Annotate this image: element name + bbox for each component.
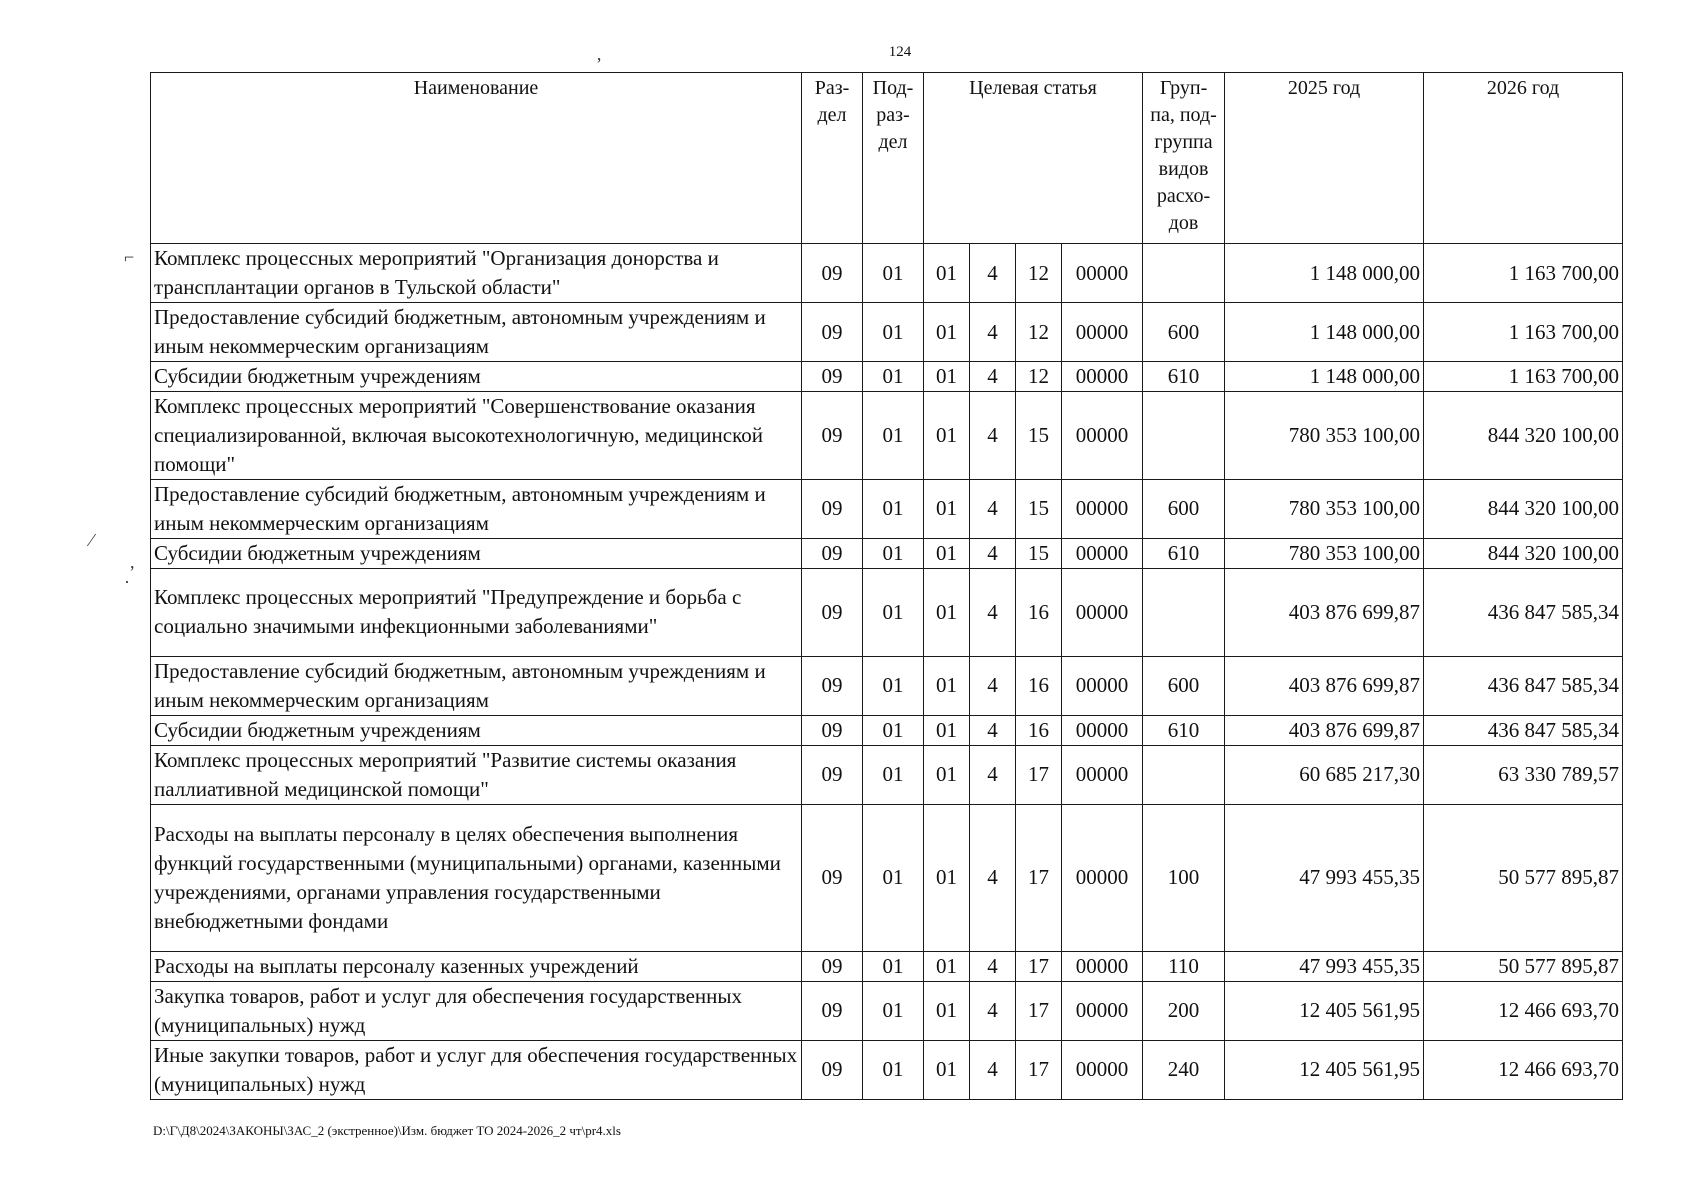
row-celevaya-complex: 17 xyxy=(1016,981,1062,1040)
row-amount-2025: 403 876 699,87 xyxy=(1225,656,1424,715)
row-celevaya-program: 01 xyxy=(924,538,970,568)
table-row xyxy=(151,362,1623,392)
row-podrazdel: 01 xyxy=(863,568,924,656)
row-celevaya-direction: 00000 xyxy=(1062,568,1143,656)
row-podrazdel: 01 xyxy=(863,479,924,538)
table-row xyxy=(151,981,1623,1040)
row-razdel: 09 xyxy=(802,479,863,538)
row-vid-rashodov: 600 xyxy=(1143,303,1225,362)
header-year-2025: 2025 год xyxy=(1225,73,1424,244)
row-celevaya-direction: 00000 xyxy=(1062,951,1143,981)
row-celevaya-type: 4 xyxy=(970,951,1016,981)
row-razdel: 09 xyxy=(802,656,863,715)
table-row xyxy=(151,391,1623,479)
row-name: Закупка товаров, работ и услуг для обеспечения государственных (муниципальных) нужд xyxy=(151,981,802,1040)
table-row xyxy=(151,951,1623,981)
scan-mark: · xyxy=(124,572,130,592)
table-row xyxy=(151,538,1623,568)
file-path-footer: D:\Г\Д8\2024\ЗАКОНЫ\ЗАС_2 (экстренное)\Изм. бюджет ТО 2024-2026_2 чт\pr4.xls xyxy=(153,1123,621,1138)
row-razdel: 09 xyxy=(802,303,863,362)
row-podrazdel: 01 xyxy=(863,656,924,715)
row-amount-2025: 1 148 000,00 xyxy=(1225,362,1424,392)
row-celevaya-program: 01 xyxy=(924,568,970,656)
row-celevaya-type: 4 xyxy=(970,391,1016,479)
row-amount-2026: 63 330 789,57 xyxy=(1424,745,1623,804)
row-podrazdel: 01 xyxy=(863,981,924,1040)
row-amount-2026: 50 577 895,87 xyxy=(1424,804,1623,951)
row-vid-rashodov xyxy=(1143,568,1225,656)
row-name: Субсидии бюджетным учреждениям xyxy=(151,538,802,568)
row-celevaya-program: 01 xyxy=(924,951,970,981)
scan-mark: ⌐ xyxy=(124,247,135,267)
row-celevaya-complex: 16 xyxy=(1016,656,1062,715)
header-gruppa-vidov-rashodov: Груп- па, под- группа видов расхо- дов xyxy=(1143,73,1225,244)
table-header-row xyxy=(151,73,1623,244)
row-celevaya-program: 01 xyxy=(924,479,970,538)
row-vid-rashodov: 610 xyxy=(1143,362,1225,392)
row-amount-2026: 12 466 693,70 xyxy=(1424,1040,1623,1099)
row-amount-2025: 780 353 100,00 xyxy=(1225,391,1424,479)
row-celevaya-direction: 00000 xyxy=(1062,303,1143,362)
row-razdel: 09 xyxy=(802,1040,863,1099)
row-celevaya-complex: 17 xyxy=(1016,745,1062,804)
row-celevaya-program: 01 xyxy=(924,362,970,392)
row-name: Комплекс процессных мероприятий "Предупреждение и борьба с социально значимыми инфекционными заболеваниями" xyxy=(151,568,802,656)
row-podrazdel: 01 xyxy=(863,244,924,303)
page-number: 124 xyxy=(888,44,912,60)
row-podrazdel: 01 xyxy=(863,951,924,981)
row-celevaya-complex: 15 xyxy=(1016,479,1062,538)
row-vid-rashodov: 110 xyxy=(1143,951,1225,981)
row-razdel: 09 xyxy=(802,951,863,981)
row-celevaya-program: 01 xyxy=(924,391,970,479)
row-celevaya-complex: 17 xyxy=(1016,951,1062,981)
header-celevaya-statya: Целевая статья xyxy=(924,73,1143,244)
row-name: Комплекс процессных мероприятий "Организация донорства и трансплантации органов в Тульской области" xyxy=(151,244,802,303)
row-name: Субсидии бюджетным учреждениям xyxy=(151,715,802,745)
row-vid-rashodov: 610 xyxy=(1143,538,1225,568)
row-vid-rashodov xyxy=(1143,391,1225,479)
row-vid-rashodov: 600 xyxy=(1143,479,1225,538)
table-row xyxy=(151,745,1623,804)
row-amount-2025: 780 353 100,00 xyxy=(1225,538,1424,568)
row-celevaya-complex: 17 xyxy=(1016,1040,1062,1099)
row-razdel: 09 xyxy=(802,538,863,568)
row-celevaya-complex: 16 xyxy=(1016,568,1062,656)
header-year-2026: 2026 год xyxy=(1424,73,1623,244)
row-amount-2026: 436 847 585,34 xyxy=(1424,656,1623,715)
row-name: Комплекс процессных мероприятий "Развитие системы оказания паллиативной медицинской помощи" xyxy=(151,745,802,804)
row-celevaya-complex: 15 xyxy=(1016,391,1062,479)
row-vid-rashodov: 100 xyxy=(1143,804,1225,951)
row-podrazdel: 01 xyxy=(863,362,924,392)
row-amount-2025: 403 876 699,87 xyxy=(1225,715,1424,745)
header-podrazdel: Под- раз- дел xyxy=(863,73,924,244)
row-name: Предоставление субсидий бюджетным, автономным учреждениям и иным некоммерческим организациям xyxy=(151,656,802,715)
row-celevaya-program: 01 xyxy=(924,804,970,951)
row-celevaya-type: 4 xyxy=(970,303,1016,362)
row-amount-2026: 1 163 700,00 xyxy=(1424,362,1623,392)
row-name: Расходы на выплаты персоналу в целях обеспечения выполнения функций государственными (муниципальными) органами, казенными учреждениями, органами управления государственными внебюджетными фондами xyxy=(151,804,802,951)
row-razdel: 09 xyxy=(802,804,863,951)
row-celevaya-type: 4 xyxy=(970,804,1016,951)
row-celevaya-direction: 00000 xyxy=(1062,362,1143,392)
row-amount-2025: 12 405 561,95 xyxy=(1225,981,1424,1040)
row-celevaya-program: 01 xyxy=(924,244,970,303)
row-podrazdel: 01 xyxy=(863,745,924,804)
row-podrazdel: 01 xyxy=(863,538,924,568)
row-razdel: 09 xyxy=(802,568,863,656)
row-amount-2025: 1 148 000,00 xyxy=(1225,303,1424,362)
row-celevaya-direction: 00000 xyxy=(1062,745,1143,804)
scan-mark: , xyxy=(130,552,135,572)
row-celevaya-complex: 12 xyxy=(1016,303,1062,362)
row-razdel: 09 xyxy=(802,981,863,1040)
row-amount-2026: 436 847 585,34 xyxy=(1424,568,1623,656)
scan-mark: ‚ xyxy=(596,44,602,64)
row-celevaya-complex: 15 xyxy=(1016,538,1062,568)
row-celevaya-type: 4 xyxy=(970,715,1016,745)
table-row xyxy=(151,303,1623,362)
row-vid-rashodov: 240 xyxy=(1143,1040,1225,1099)
row-amount-2025: 47 993 455,35 xyxy=(1225,951,1424,981)
row-celevaya-direction: 00000 xyxy=(1062,1040,1143,1099)
row-celevaya-direction: 00000 xyxy=(1062,804,1143,951)
scan-mark: ⁄ xyxy=(90,530,94,550)
row-podrazdel: 01 xyxy=(863,804,924,951)
row-celevaya-direction: 00000 xyxy=(1062,391,1143,479)
table-row xyxy=(151,804,1623,951)
row-celevaya-type: 4 xyxy=(970,538,1016,568)
row-amount-2026: 1 163 700,00 xyxy=(1424,244,1623,303)
row-podrazdel: 01 xyxy=(863,303,924,362)
row-celevaya-program: 01 xyxy=(924,745,970,804)
row-razdel: 09 xyxy=(802,745,863,804)
table-row xyxy=(151,656,1623,715)
row-celevaya-type: 4 xyxy=(970,362,1016,392)
table-row xyxy=(151,715,1623,745)
row-celevaya-type: 4 xyxy=(970,745,1016,804)
row-celevaya-type: 4 xyxy=(970,1040,1016,1099)
row-celevaya-program: 01 xyxy=(924,981,970,1040)
row-name: Иные закупки товаров, работ и услуг для обеспечения государственных (муниципальных) нужд xyxy=(151,1040,802,1099)
table-body xyxy=(151,244,1623,1100)
row-celevaya-type: 4 xyxy=(970,568,1016,656)
table-row xyxy=(151,479,1623,538)
row-name: Предоставление субсидий бюджетным, автономным учреждениям и иным некоммерческим организациям xyxy=(151,303,802,362)
row-celevaya-direction: 00000 xyxy=(1062,981,1143,1040)
row-name: Расходы на выплаты персоналу казенных учреждений xyxy=(151,951,802,981)
row-celevaya-program: 01 xyxy=(924,303,970,362)
row-celevaya-direction: 00000 xyxy=(1062,538,1143,568)
row-amount-2025: 1 148 000,00 xyxy=(1225,244,1424,303)
row-celevaya-type: 4 xyxy=(970,656,1016,715)
row-amount-2025: 780 353 100,00 xyxy=(1225,479,1424,538)
row-vid-rashodov xyxy=(1143,745,1225,804)
row-amount-2026: 436 847 585,34 xyxy=(1424,715,1623,745)
row-amount-2025: 47 993 455,35 xyxy=(1225,804,1424,951)
table-row xyxy=(151,1040,1623,1099)
header-name: Наименование xyxy=(151,73,802,244)
header-razdel: Раз- дел xyxy=(802,73,863,244)
table-row xyxy=(151,244,1623,303)
row-celevaya-type: 4 xyxy=(970,479,1016,538)
row-razdel: 09 xyxy=(802,715,863,745)
row-celevaya-type: 4 xyxy=(970,981,1016,1040)
row-amount-2026: 50 577 895,87 xyxy=(1424,951,1623,981)
row-vid-rashodov: 610 xyxy=(1143,715,1225,745)
row-amount-2025: 60 685 217,30 xyxy=(1225,745,1424,804)
row-amount-2026: 844 320 100,00 xyxy=(1424,391,1623,479)
row-razdel: 09 xyxy=(802,362,863,392)
row-amount-2026: 1 163 700,00 xyxy=(1424,303,1623,362)
row-podrazdel: 01 xyxy=(863,1040,924,1099)
row-celevaya-direction: 00000 xyxy=(1062,715,1143,745)
row-name: Предоставление субсидий бюджетным, автономным учреждениям и иным некоммерческим организациям xyxy=(151,479,802,538)
row-celevaya-complex: 17 xyxy=(1016,804,1062,951)
row-podrazdel: 01 xyxy=(863,715,924,745)
row-razdel: 09 xyxy=(802,244,863,303)
row-amount-2026: 12 466 693,70 xyxy=(1424,981,1623,1040)
row-celevaya-direction: 00000 xyxy=(1062,244,1143,303)
row-vid-rashodov: 600 xyxy=(1143,656,1225,715)
row-vid-rashodov: 200 xyxy=(1143,981,1225,1040)
row-razdel: 09 xyxy=(802,391,863,479)
row-vid-rashodov xyxy=(1143,244,1225,303)
row-celevaya-program: 01 xyxy=(924,656,970,715)
row-celevaya-complex: 12 xyxy=(1016,362,1062,392)
row-amount-2026: 844 320 100,00 xyxy=(1424,479,1623,538)
row-amount-2025: 403 876 699,87 xyxy=(1225,568,1424,656)
row-name: Комплекс процессных мероприятий "Совершенствование оказания специализированной, включая высокотехнологичную, медицинской помощи" xyxy=(151,391,802,479)
row-podrazdel: 01 xyxy=(863,391,924,479)
budget-table xyxy=(150,72,1623,1100)
row-amount-2025: 12 405 561,95 xyxy=(1225,1040,1424,1099)
row-celevaya-complex: 16 xyxy=(1016,715,1062,745)
row-celevaya-complex: 12 xyxy=(1016,244,1062,303)
row-celevaya-direction: 00000 xyxy=(1062,656,1143,715)
row-celevaya-direction: 00000 xyxy=(1062,479,1143,538)
row-celevaya-program: 01 xyxy=(924,715,970,745)
row-name: Субсидии бюджетным учреждениям xyxy=(151,362,802,392)
table-row xyxy=(151,568,1623,656)
row-amount-2026: 844 320 100,00 xyxy=(1424,538,1623,568)
row-celevaya-type: 4 xyxy=(970,244,1016,303)
row-celevaya-program: 01 xyxy=(924,1040,970,1099)
